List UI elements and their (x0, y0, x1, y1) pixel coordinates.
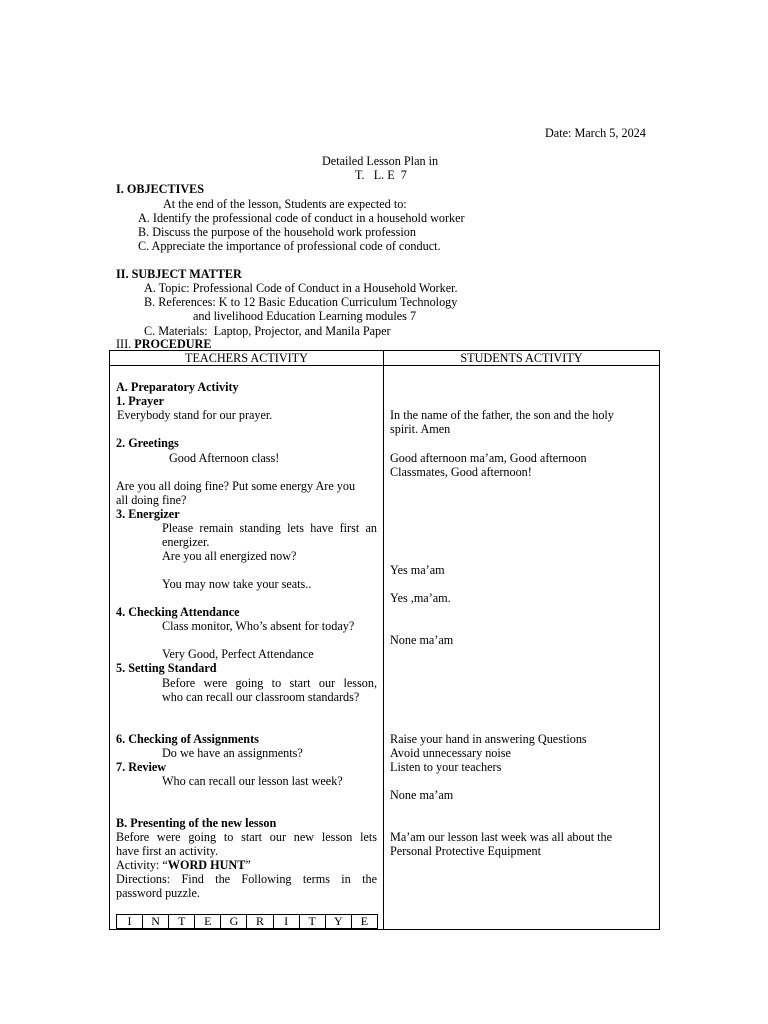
procedure-heading-text: PROCEDURE (134, 337, 212, 351)
new-lesson-text: Before were going to start our new lesson lets (116, 830, 377, 844)
student-review-answer: Ma’am our lesson last week was all about the (390, 830, 613, 844)
students-activity-cell (384, 366, 660, 930)
student-standard: Listen to your teachers (390, 760, 502, 774)
puzzle-cell: N (143, 915, 169, 929)
activity-prefix: Activity: “ (116, 858, 168, 872)
puzzle-cell: G (221, 915, 247, 929)
word-hunt-puzzle (116, 914, 378, 929)
puzzle-cell: Y (325, 915, 351, 929)
activity-title (116, 858, 251, 872)
puzzle-cell: E (195, 915, 221, 929)
objective-item: A. Identify the professional code of conduct in a household worker (138, 211, 465, 225)
subject-references-cont: and livelihood Education Learning modules 7 (193, 309, 417, 323)
objective-item: B. Discuss the purpose of the household work profession (138, 225, 416, 239)
energizer-text-cont: energizer. (162, 535, 210, 549)
doing-fine-text-cont: all doing fine? (116, 493, 187, 507)
standard-text: Before were going to start our lesson, (162, 676, 377, 690)
teachers-activity-header: TEACHERS ACTIVITY (110, 351, 384, 366)
directions-text: Directions: Find the Following terms in the (116, 872, 377, 886)
objectives-intro: At the end of the lesson, Students are expected to: (163, 197, 407, 211)
attendance-heading: 4. Checking Attendance (116, 605, 240, 619)
objectives-heading: I. OBJECTIVES (116, 182, 205, 196)
puzzle-cell: I (273, 915, 299, 929)
attendance-result: Very Good, Perfect Attendance (162, 647, 314, 661)
student-none-answer: None ma’am (390, 788, 454, 802)
title-line-1: Detailed Lesson Plan in (322, 154, 439, 168)
procedure-heading (116, 337, 211, 351)
puzzle-cell: E (351, 915, 377, 929)
student-none-answer: None ma’am (390, 633, 454, 647)
students-activity-header: STUDENTS ACTIVITY (384, 351, 660, 366)
subject-matter-heading: II. SUBJECT MATTER (116, 267, 242, 281)
title-line-2: T. L. E 7 (355, 168, 407, 182)
energizer-heading: 3. Energizer (116, 507, 180, 521)
energizer-text: Please remain standing lets have first an (162, 521, 377, 535)
prayer-heading: 1. Prayer (116, 394, 165, 408)
activity-name: WORD HUNT (167, 858, 246, 872)
assignments-heading: 6. Checking of Assignments (116, 732, 259, 746)
teachers-activity-cell (110, 366, 384, 930)
greetings-heading: 2. Greetings (116, 436, 179, 450)
assignments-question: Do we have an assignments? (162, 746, 303, 760)
subject-materials: C. Materials: Laptop, Projector, and Manila Paper (144, 324, 391, 338)
puzzle-cell: T (299, 915, 325, 929)
standard-text-cont: who can recall our classroom standards? (162, 690, 360, 704)
puzzle-cell: I (117, 915, 143, 929)
student-standard: Raise your hand in answering Questions (390, 732, 587, 746)
review-question: Who can recall our lesson last week? (162, 774, 343, 788)
standard-heading: 5. Setting Standard (116, 661, 217, 675)
review-heading: 7. Review (116, 760, 167, 774)
attendance-question: Class monitor, Who’s absent for today? (162, 619, 355, 633)
lesson-date: Date: March 5, 2024 (545, 126, 646, 140)
prayer-text: Everybody stand for our prayer. (117, 408, 273, 422)
student-yes-answer: Yes ma’am (390, 563, 445, 577)
subject-topic: A. Topic: Professional Code of Conduct in a Household Worker. (144, 281, 458, 295)
student-review-answer-cont: Personal Protective Equipment (390, 844, 541, 858)
puzzle-cell: T (169, 915, 195, 929)
student-greeting-cont: Classmates, Good afternoon! (390, 465, 532, 479)
new-lesson-heading: B. Presenting of the new lesson (116, 816, 277, 830)
greetings-text: Good Afternoon class! (169, 451, 280, 465)
objective-item: C. Appreciate the importance of professional code of conduct. (138, 239, 441, 253)
student-prayer-cont: spirit. Amen (390, 422, 451, 436)
procedure-heading-prefix: III. (116, 337, 135, 351)
doing-fine-text: Are you all doing fine? Put some energy Are you (116, 479, 356, 493)
new-lesson-text-cont: have first an activity. (116, 844, 219, 858)
directions-text-cont: password puzzle. (116, 886, 200, 900)
procedure-table (109, 350, 660, 930)
preparatory-heading: A. Preparatory Activity (116, 380, 239, 394)
student-greeting: Good afternoon ma’am, Good afternoon (390, 451, 587, 465)
activity-suffix: ” (245, 858, 251, 872)
take-seats-text: You may now take your seats.. (162, 577, 312, 591)
student-standard: Avoid unnecessary noise (390, 746, 511, 760)
student-yes-answer: Yes ,ma’am. (390, 591, 451, 605)
student-prayer: In the name of the father, the son and the holy (390, 408, 614, 422)
puzzle-cell: R (247, 915, 273, 929)
energized-question: Are you all energized now? (162, 549, 297, 563)
subject-references: B. References: K to 12 Basic Education Curriculum Technology (144, 295, 458, 309)
